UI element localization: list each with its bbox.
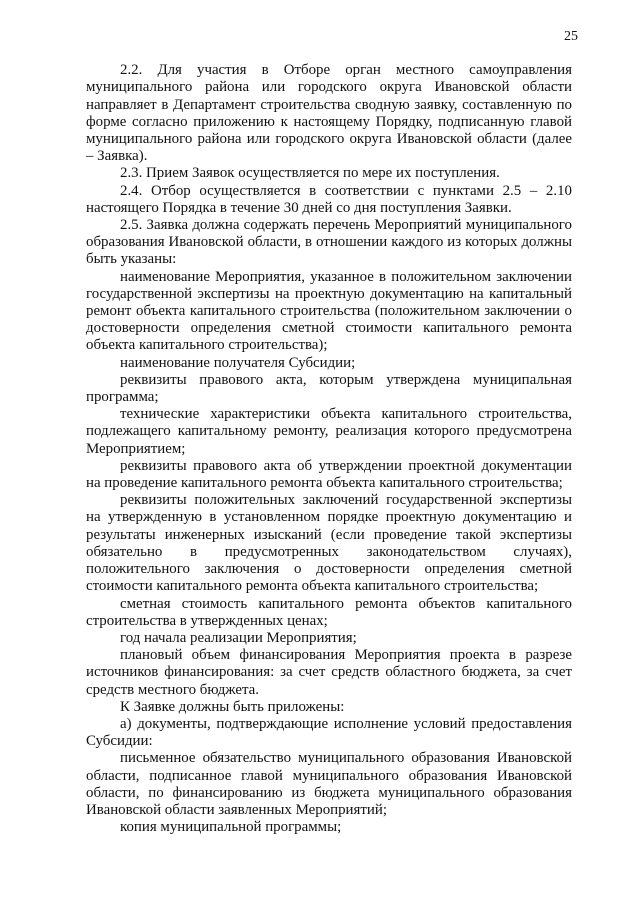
attachment-program-copy: копия муниципальной программы; [120, 819, 342, 836]
paragraph-2-5: 2.5. Заявка должна содержать перечень Мероприятий муниципального образования Ивановской области, в отношении каждого из которых должны быть указаны: [86, 217, 572, 268]
list-item-design-approval-act: реквизиты правового акта об утверждении проектной документации на проведение капитального ремонта объекта капитального строительства; [86, 457, 572, 492]
list-item-recipient-name: наименование получателя Субсидии; [120, 354, 356, 371]
list-item-start-year: год начала реализации Мероприятия; [120, 629, 357, 646]
list-item-program-act: реквизиты правового акта, которым утверждена муниципальная программа; [86, 371, 572, 406]
paragraph-2-2: 2.2. Для участия в Отборе орган местного самоуправления муниципального района или городского округа Ивановской области направляет в Департамент строительства сводную заявку, составленную по форме согласно приложению к настоящему Порядку, подписанную главой муниципального района или городского округа Ивановской области (далее – Заявка). [86, 62, 572, 165]
list-item-financing-volume: плановый объем финансирования Мероприятия проекта в разрезе источников финансирования: за счет средств областного бюджета, за счет средств местного бюджета. [86, 647, 572, 698]
list-item-expertise-conclusions: реквизиты положительных заключений государственной экспертизы на утвержденную в установленном порядке проектную документацию и результаты инженерных изысканий (если проведение такой экспертизы обязательно в предусмотренных законодательством случаях), положительного заключения о достоверности определения сметной стоимости капитального ремонта объекта капитального строительства; [86, 492, 572, 595]
attachments-heading: К Заявке должны быть приложены: [120, 698, 345, 715]
list-item-estimated-cost: сметная стоимость капитального ремонта объектов капитального строительства в утвержденных ценах; [86, 595, 572, 629]
list-item-measure-name: наименование Мероприятия, указанное в положительном заключении государственной экспертизы на проектную документацию на капитальный ремонт объекта капитального строительства (положительном заключении о достоверности определения сметной стоимости капитального ремонта объекта капитального строительства); [86, 268, 572, 354]
list-item-technical-characteristics: технические характеристики объекта капитального строительства, подлежащего капитальному ремонту, реализация которого предусмотрена Мероприятием; [86, 406, 572, 457]
paragraph-2-3: 2.3. Прием Заявок осуществляется по мере их поступления. [120, 165, 500, 182]
attachment-written-obligation: письменное обязательство муниципального образования Ивановской области, подписанное главой муниципального образования Ивановской области, по финансированию из бюджета муниципального образования Ивановской области заявленных Мероприятий; [86, 750, 572, 818]
page-number: 25 [564, 29, 578, 44]
attachment-a: а) документы, подтверждающие исполнение условий предоставления Субсидии: [86, 715, 572, 750]
paragraph-2-4: 2.4. Отбор осуществляется в соответствии с пунктами 2.5 – 2.10 настоящего Порядка в течение 30 дней со дня поступления Заявки. [86, 182, 572, 216]
